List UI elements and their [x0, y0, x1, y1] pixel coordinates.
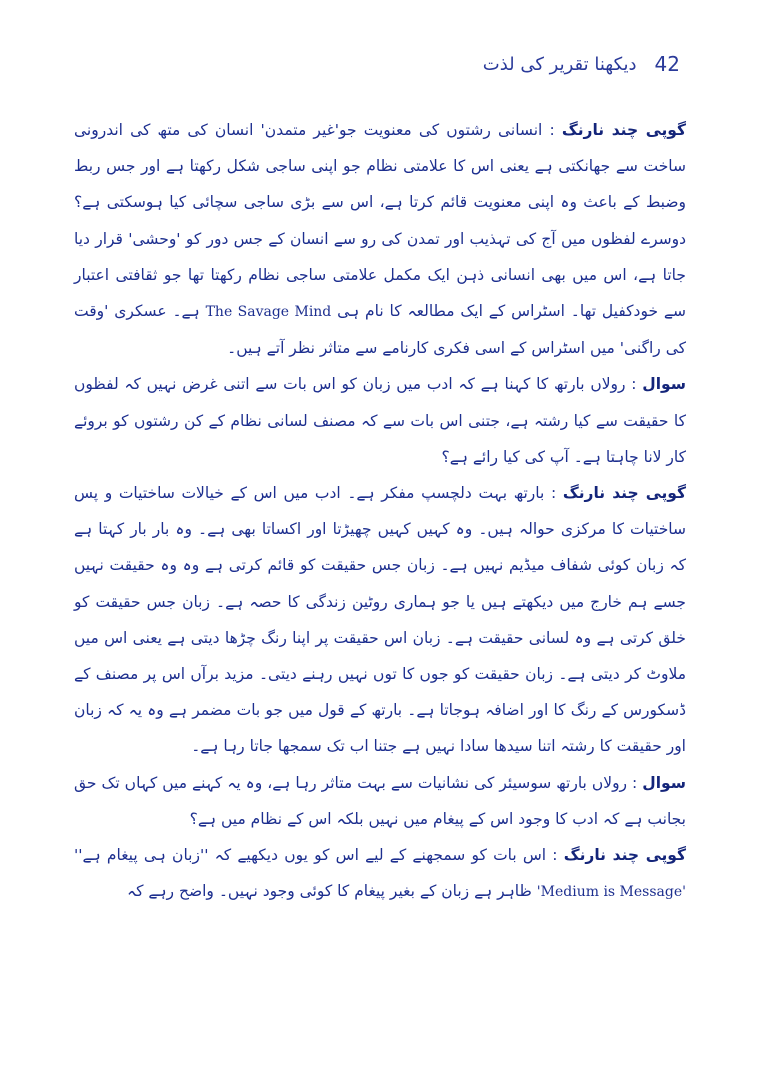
paragraph-text: : بارتھ بہت دلچسپ مفکر ہے۔ ادب میں اس کے خیالات ساختیات و پس ساختیات کا مرکزی حوالہ ہیں۔ وہ کہیں کہیں چھیڑتا اور اکساتا بھی ہے۔ وہ بار بار کہتا ہے کہ زبان کوئی شفاف میڈیم نہیں ہے۔ زبان جس حقیقت کو قائم کرتی ہے وہ وہ حقیقت نہیں جسے ہم خارج میں دیکھتے ہیں یا جو ہماری روٹین زندگی کا حصہ ہے۔ زبان جس حقیقت کو خلق کرتی ہے وہ لسانی حقیقت ہے۔ زبان اس حقیقت پر اپنا رنگ چڑھا دیتی ہے یعنی اس میں ملاوٹ کر دیتی ہے۔ زبان حقیقت کو جوں کا توں نہیں رہنے دیتی۔ مزید برآں اس پر مصنف کے ڈسکورس کے رنگ کا اور اضافہ ہوجاتا ہے۔ بارتھ کے قول میں جو بات مضمر ہے وہ یہ کہ زبان اور حقیقت کا رشتہ اتنا سیدھا سادا نہیں ہے جتنا اب تک سمجھا جاتا رہا ہے۔: [74, 484, 686, 756]
paragraph: [74, 837, 686, 910]
paragraph: [74, 475, 686, 765]
paragraph: [74, 366, 686, 475]
paragraph: [74, 765, 686, 837]
speaker-name: سوال: [642, 773, 686, 792]
english-title: The Savage Mind: [205, 304, 332, 321]
english-phrase: 'Medium is Message': [536, 884, 686, 901]
body-text: [74, 112, 686, 910]
speaker-name: گوپی چند نارنگ: [562, 484, 687, 503]
paragraph-text: : رولاں بارتھ کا کہنا ہے کہ ادب میں زبان کو اس بات سے اتنی غرض نہیں کہ لفظوں کا حقیقت سے کیا رشتہ ہے، جتنی اس بات سے کہ مصنف لسانی نظام کے کن رشتوں کو بروئے کار لانا چاہتا ہے۔ آپ کی کیا رائے ہے؟: [74, 375, 686, 466]
page-header: [460, 44, 680, 84]
speaker-name: گوپی چند نارنگ: [561, 121, 687, 139]
paragraph: [74, 112, 686, 366]
paragraph-text: : انسانی رشتوں کی معنویت جو'غیر متمدن' انسان کی متھ کی اندرونی ساخت سے جھانکتی ہے یعنی اس کا علامتی نظام جو اپنی ساجی شکل رکھتا ہے اور جس ربط وضبط کے باعث وہ اپنی معنویت قائم کرتا ہے، اس سے بڑی ساجی سچائی کیا ہوسکتی ہے؟ دوسرے لفظوں میں آج کی تہذیب اور تمدن کی رو سے انسان کے جس دور کو 'وحشی' قرار دیا جاتا ہے، اس میں بھی انسانی ذہن ایک مکمل علامتی ساجی نظام رکھتا تھا جو ثقافتی اعتبار سے خودکفیل تھا۔ اسٹراس کے ایک مطالعہ کا نام ہی: [74, 121, 686, 321]
paragraph-text: ہے۔ عسکری 'وقت کی راگنی' میں اسٹراس کے اسی فکری کارنامے سے متاثر نظر آتے ہیں۔: [74, 302, 686, 358]
paragraph-text: : اس بات کو سمجھنے کے لیے اس کو یوں دیکھیے کہ ''زبان ہی پیغام ہے'': [74, 846, 564, 865]
speaker-name: گوپی چند نارنگ: [563, 846, 686, 865]
paragraph-text: : رولاں بارتھ سوسیئر کی نشانیات سے بہت متاثر رہا ہے، وہ یہ کہنے میں کہاں تک حق بجانب ہے کہ ادب کا وجود اس کے پیغام میں نہیں بلکہ اس کے نظام میں ہے؟: [74, 773, 686, 828]
paragraph-text: ظاہر ہے زبان کے بغیر پیغام کا کوئی وجود نہیں۔ واضح رہے کہ: [126, 882, 537, 901]
page-number: 42: [654, 52, 680, 76]
speaker-name: سوال: [642, 375, 686, 394]
running-title: دیکھنا تقریر کی لذت: [482, 53, 637, 75]
